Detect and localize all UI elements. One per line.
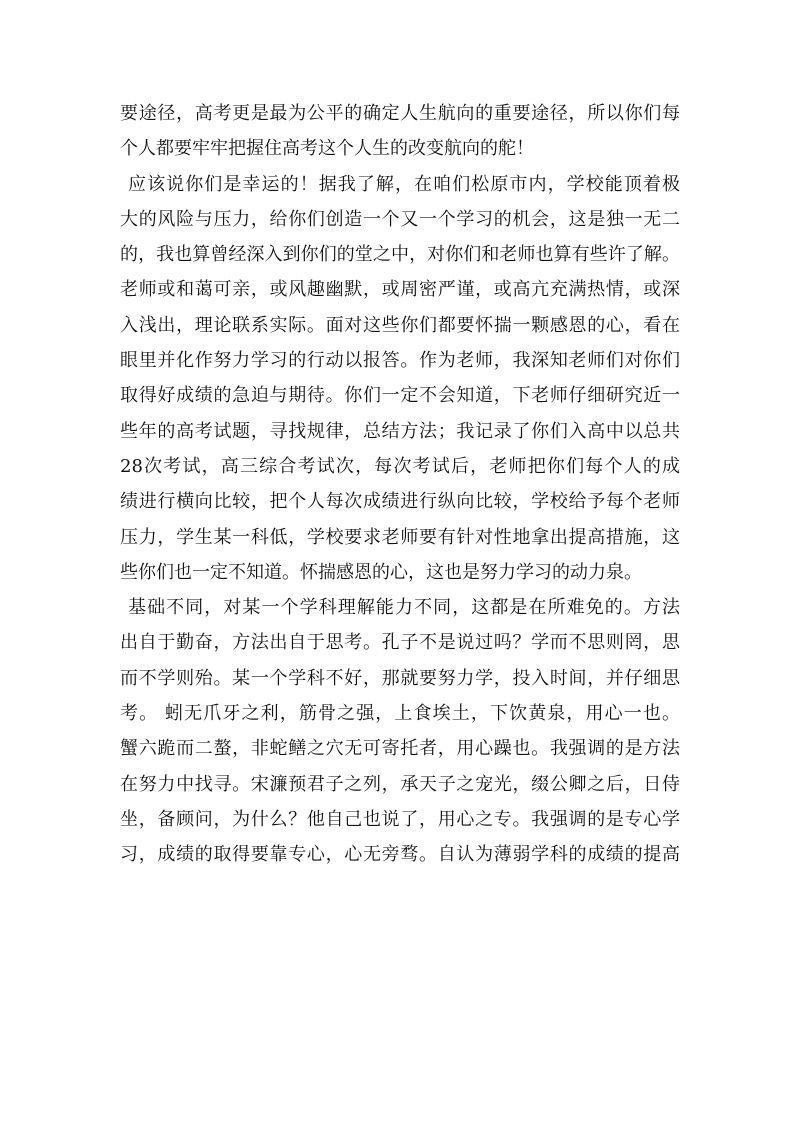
body-text xyxy=(120,96,680,873)
text-line: 压力，学生某一科低，学校要求老师要有针对性地拿出提高措施，这 xyxy=(120,526,680,548)
text-line: 28次考试，高三综合考试次，每次考试后，老师把你们每个人的成 xyxy=(120,455,680,477)
text-line: 坐，备顾问，为什么？他自己也说了，用心之专。我强调的是专心学 xyxy=(120,808,680,830)
text-line: 出自于勤奋，方法出自于思考。孔子不是说过吗？学而不思则罔，思 xyxy=(120,632,680,654)
text-line: 在努力中找寻。宋濂预君子之列，承天子之宠光，缀公卿之后，日侍 xyxy=(120,773,680,795)
text-line: 考。 蚓无爪牙之利，筋骨之强，上食埃土，下饮黄泉，用心一也。 xyxy=(120,703,680,725)
text-line: 个人都要牢牢把握住高考这个人生的改变航向的舵！ xyxy=(120,138,534,160)
text-line: 取得好成绩的急迫与期待。你们一定不会知道，下老师仔细研究近一 xyxy=(120,385,680,407)
text-line: 而不学则殆。某一个学科不好，那就要努力学，投入时间，并仔细思 xyxy=(120,667,680,689)
text-line: 的，我也算曾经深入到你们的堂之中，对你们和老师也算有些许了解。 xyxy=(120,244,680,266)
text-line: 眼里并化作努力学习的行动以报答。作为老师，我深知老师们对你们 xyxy=(120,350,680,372)
text-line: 入浅出，理论联系实际。面对这些你们都要怀揣一颗感恩的心，看在 xyxy=(120,314,680,336)
text-line: 蟹六跪而二螯，非蛇鳝之穴无可寄托者，用心躁也。我强调的是方法 xyxy=(120,738,680,760)
paragraph-start-line: 应该说你们是幸运的！据我了解，在咱们松原市内，学校能顶着极 xyxy=(128,173,680,195)
text-line: 绩进行横向比较，把个人每次成绩进行纵向比较，学校给予每个老师 xyxy=(120,491,680,513)
text-line: 要途径，高考更是最为公平的确定人生航向的重要途径，所以你们每 xyxy=(120,103,680,124)
paragraph-start-line: 基础不同，对某一个学科理解能力不同，这都是在所难免的。方法 xyxy=(128,597,680,619)
text-line: 习，成绩的取得要靠专心，心无旁骛。自认为薄弱学科的成绩的提高 xyxy=(120,844,680,866)
text-line: 大的风险与压力，给你们创造一个又一个学习的机会，这是独一无二 xyxy=(120,208,680,230)
text-line: 些年的高考试题，寻找规律，总结方法；我记录了你们入高中以总共 xyxy=(120,420,680,442)
text-line: 老师或和蔼可亲，或风趣幽默，或周密严谨，或高亢充满热情，或深 xyxy=(120,279,680,301)
text-line: 些你们也一定不知道。怀揣感恩的心，这也是努力学习的动力泉。 xyxy=(120,561,642,583)
